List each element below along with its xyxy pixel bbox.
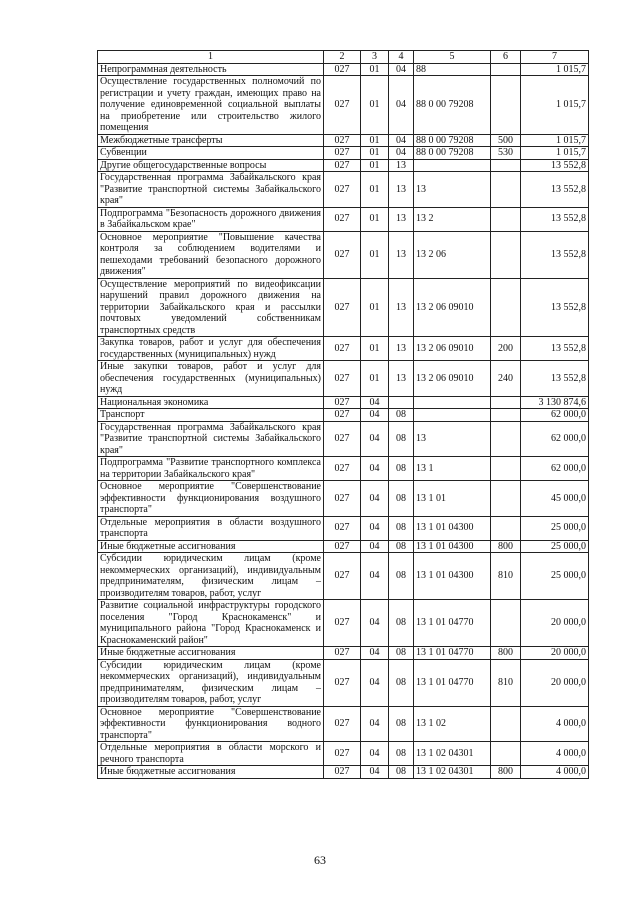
ministry-code-cell: 027 <box>324 63 361 76</box>
expense-type-cell <box>491 516 521 540</box>
expense-type-cell <box>491 600 521 647</box>
row-name-cell: Иные бюджетные ассигнования <box>98 540 324 553</box>
amount-cell: 13 552,8 <box>521 172 589 208</box>
expense-type-cell: 810 <box>491 553 521 600</box>
ministry-code-cell: 027 <box>324 134 361 147</box>
subsection-code-cell: 08 <box>389 647 414 660</box>
table-row <box>98 647 589 660</box>
row-name-cell: Основное мероприятие "Повышение качества контроля за соблюдением водителями и пешеходами требований безопасного дорожного движения" <box>98 231 324 278</box>
table-row <box>98 659 589 706</box>
row-name-cell: Отдельные мероприятия в области воздушного транспорта <box>98 516 324 540</box>
column-header: 6 <box>491 51 521 64</box>
table-row <box>98 706 589 742</box>
table-row <box>98 516 589 540</box>
target-article-cell: 13 1 <box>414 457 491 481</box>
expense-type-cell: 530 <box>491 147 521 160</box>
ministry-code-cell: 027 <box>324 409 361 422</box>
ministry-code-cell: 027 <box>324 147 361 160</box>
expense-type-cell <box>491 409 521 422</box>
subsection-code-cell: 08 <box>389 421 414 457</box>
row-name-cell: Основное мероприятие "Совершенствование эффективности функционирования водного транспорта" <box>98 706 324 742</box>
table-row <box>98 172 589 208</box>
row-name-cell: Иные бюджетные ассигнования <box>98 766 324 779</box>
amount-cell: 13 552,8 <box>521 207 589 231</box>
amount-cell: 3 130 874,6 <box>521 396 589 409</box>
expense-type-cell <box>491 457 521 481</box>
table-row <box>98 63 589 76</box>
amount-cell: 4 000,0 <box>521 706 589 742</box>
expense-type-cell: 240 <box>491 361 521 397</box>
target-article-cell: 13 <box>414 172 491 208</box>
subsection-code-cell: 08 <box>389 706 414 742</box>
row-name-cell: Осуществление государственных полномочий по регистрации и учету граждан, имеющих право на получение единовременной социальной выплаты на приобретение или строительство жилого помещения <box>98 76 324 135</box>
expense-type-cell <box>491 63 521 76</box>
column-header: 1 <box>98 51 324 64</box>
row-name-cell: Иные бюджетные ассигнования <box>98 647 324 660</box>
amount-cell: 62 000,0 <box>521 409 589 422</box>
ministry-code-cell: 027 <box>324 361 361 397</box>
table-row <box>98 481 589 517</box>
subsection-code-cell: 08 <box>389 409 414 422</box>
amount-cell: 4 000,0 <box>521 742 589 766</box>
page-number: 63 <box>314 853 326 867</box>
expense-type-cell <box>491 172 521 208</box>
section-code-cell: 01 <box>361 63 389 76</box>
section-code-cell: 01 <box>361 337 389 361</box>
expense-type-cell <box>491 278 521 337</box>
section-code-cell: 04 <box>361 706 389 742</box>
section-code-cell: 01 <box>361 361 389 397</box>
table-header-row <box>98 51 589 64</box>
subsection-code-cell: 13 <box>389 231 414 278</box>
section-code-cell: 04 <box>361 481 389 517</box>
amount-cell: 20 000,0 <box>521 600 589 647</box>
subsection-code-cell <box>389 396 414 409</box>
row-name-cell: Субсидии юридическим лицам (кроме некоммерческих организаций), индивидуальным предпринимателям, физическим лицам – производителям товаров, работ, услуг <box>98 553 324 600</box>
expense-type-cell: 200 <box>491 337 521 361</box>
ministry-code-cell: 027 <box>324 278 361 337</box>
amount-cell: 1 015,7 <box>521 134 589 147</box>
column-header: 7 <box>521 51 589 64</box>
ministry-code-cell: 027 <box>324 207 361 231</box>
table-row <box>98 600 589 647</box>
row-name-cell: Государственная программа Забайкальского края "Развитие транспортной системы Забайкальского края" <box>98 172 324 208</box>
target-article-cell: 88 0 00 79208 <box>414 147 491 160</box>
section-code-cell: 04 <box>361 409 389 422</box>
expense-type-cell: 800 <box>491 766 521 779</box>
subsection-code-cell: 08 <box>389 742 414 766</box>
ministry-code-cell: 027 <box>324 516 361 540</box>
section-code-cell: 01 <box>361 207 389 231</box>
expense-type-cell: 500 <box>491 134 521 147</box>
ministry-code-cell: 027 <box>324 457 361 481</box>
ministry-code-cell: 027 <box>324 172 361 208</box>
subsection-code-cell: 08 <box>389 766 414 779</box>
subsection-code-cell: 08 <box>389 659 414 706</box>
subsection-code-cell: 13 <box>389 361 414 397</box>
table-row <box>98 742 589 766</box>
table-row <box>98 553 589 600</box>
target-article-cell: 13 1 01 04770 <box>414 659 491 706</box>
amount-cell: 13 552,8 <box>521 337 589 361</box>
ministry-code-cell: 027 <box>324 76 361 135</box>
ministry-code-cell: 027 <box>324 337 361 361</box>
table-row <box>98 278 589 337</box>
section-code-cell: 04 <box>361 742 389 766</box>
section-code-cell: 01 <box>361 172 389 208</box>
subsection-code-cell: 08 <box>389 481 414 517</box>
column-header: 2 <box>324 51 361 64</box>
target-article-cell: 13 1 01 <box>414 481 491 517</box>
target-article-cell: 88 <box>414 63 491 76</box>
ministry-code-cell: 027 <box>324 742 361 766</box>
budget-table <box>97 50 589 779</box>
expense-type-cell <box>491 76 521 135</box>
row-name-cell: Субсидии юридическим лицам (кроме некоммерческих организаций), индивидуальным предпринимателям, физическим лицам – производителям товаров, работ, услуг <box>98 659 324 706</box>
section-code-cell: 01 <box>361 76 389 135</box>
section-code-cell: 04 <box>361 600 389 647</box>
amount-cell: 62 000,0 <box>521 421 589 457</box>
target-article-cell <box>414 159 491 172</box>
row-name-cell: Подпрограмма "Безопасность дорожного движения в Забайкальском крае" <box>98 207 324 231</box>
target-article-cell: 13 2 06 <box>414 231 491 278</box>
ministry-code-cell: 027 <box>324 553 361 600</box>
row-name-cell: Другие общегосударственные вопросы <box>98 159 324 172</box>
section-code-cell: 01 <box>361 134 389 147</box>
section-code-cell: 04 <box>361 516 389 540</box>
section-code-cell: 04 <box>361 540 389 553</box>
amount-cell: 20 000,0 <box>521 659 589 706</box>
subsection-code-cell: 08 <box>389 457 414 481</box>
ministry-code-cell: 027 <box>324 159 361 172</box>
target-article-cell <box>414 396 491 409</box>
target-article-cell: 13 2 06 09010 <box>414 337 491 361</box>
table-body <box>98 63 589 778</box>
subsection-code-cell: 08 <box>389 540 414 553</box>
ministry-code-cell: 027 <box>324 647 361 660</box>
target-article-cell <box>414 409 491 422</box>
row-name-cell: Основное мероприятие "Совершенствование эффективности функционирования воздушного транспорта" <box>98 481 324 517</box>
section-code-cell: 04 <box>361 396 389 409</box>
target-article-cell: 13 2 06 09010 <box>414 361 491 397</box>
ministry-code-cell: 027 <box>324 396 361 409</box>
table-row <box>98 421 589 457</box>
table-row <box>98 409 589 422</box>
expense-type-cell <box>491 207 521 231</box>
subsection-code-cell: 08 <box>389 516 414 540</box>
amount-cell: 62 000,0 <box>521 457 589 481</box>
subsection-code-cell: 08 <box>389 600 414 647</box>
row-name-cell: Национальная экономика <box>98 396 324 409</box>
expense-type-cell <box>491 706 521 742</box>
amount-cell: 20 000,0 <box>521 647 589 660</box>
subsection-code-cell: 13 <box>389 159 414 172</box>
ministry-code-cell: 027 <box>324 481 361 517</box>
expense-type-cell: 800 <box>491 540 521 553</box>
subsection-code-cell: 04 <box>389 147 414 160</box>
section-code-cell: 01 <box>361 231 389 278</box>
target-article-cell: 13 1 02 04301 <box>414 742 491 766</box>
column-header: 3 <box>361 51 389 64</box>
amount-cell: 25 000,0 <box>521 516 589 540</box>
amount-cell: 25 000,0 <box>521 540 589 553</box>
expense-type-cell: 810 <box>491 659 521 706</box>
target-article-cell: 13 <box>414 421 491 457</box>
amount-cell: 4 000,0 <box>521 766 589 779</box>
table-row <box>98 396 589 409</box>
ministry-code-cell: 027 <box>324 540 361 553</box>
expense-type-cell <box>491 159 521 172</box>
table-row <box>98 231 589 278</box>
ministry-code-cell: 027 <box>324 706 361 742</box>
table-row <box>98 159 589 172</box>
expense-type-cell <box>491 231 521 278</box>
table-row <box>98 337 589 361</box>
row-name-cell: Иные закупки товаров, работ и услуг для обеспечения государственных (муниципальных) нужд <box>98 361 324 397</box>
table-row <box>98 540 589 553</box>
table-row <box>98 76 589 135</box>
subsection-code-cell: 13 <box>389 207 414 231</box>
target-article-cell: 13 1 01 04770 <box>414 647 491 660</box>
ministry-code-cell: 027 <box>324 766 361 779</box>
target-article-cell: 13 1 01 04770 <box>414 600 491 647</box>
expense-type-cell <box>491 481 521 517</box>
table-row <box>98 457 589 481</box>
amount-cell: 13 552,8 <box>521 159 589 172</box>
target-article-cell: 13 1 01 04300 <box>414 553 491 600</box>
amount-cell: 13 552,8 <box>521 361 589 397</box>
subsection-code-cell: 13 <box>389 278 414 337</box>
table-row <box>98 361 589 397</box>
expense-type-cell <box>491 742 521 766</box>
amount-cell: 45 000,0 <box>521 481 589 517</box>
target-article-cell: 13 1 01 04300 <box>414 540 491 553</box>
section-code-cell: 01 <box>361 159 389 172</box>
ministry-code-cell: 027 <box>324 231 361 278</box>
row-name-cell: Подпрограмма "Развитие транспортного комплекса на территории Забайкальского края" <box>98 457 324 481</box>
table-row <box>98 147 589 160</box>
ministry-code-cell: 027 <box>324 421 361 457</box>
section-code-cell: 01 <box>361 278 389 337</box>
target-article-cell: 13 1 01 04300 <box>414 516 491 540</box>
amount-cell: 13 552,8 <box>521 278 589 337</box>
row-name-cell: Субвенции <box>98 147 324 160</box>
row-name-cell: Межбюджетные трансферты <box>98 134 324 147</box>
row-name-cell: Государственная программа Забайкальского края "Развитие транспортной системы Забайкальского края" <box>98 421 324 457</box>
table-row <box>98 134 589 147</box>
target-article-cell: 13 1 02 04301 <box>414 766 491 779</box>
section-code-cell: 04 <box>361 766 389 779</box>
amount-cell: 1 015,7 <box>521 147 589 160</box>
section-code-cell: 04 <box>361 647 389 660</box>
subsection-code-cell: 04 <box>389 76 414 135</box>
amount-cell: 13 552,8 <box>521 231 589 278</box>
subsection-code-cell: 04 <box>389 63 414 76</box>
row-name-cell: Закупка товаров, работ и услуг для обеспечения государственных (муниципальных) нужд <box>98 337 324 361</box>
expense-type-cell <box>491 421 521 457</box>
ministry-code-cell: 027 <box>324 600 361 647</box>
amount-cell: 1 015,7 <box>521 63 589 76</box>
amount-cell: 1 015,7 <box>521 76 589 135</box>
section-code-cell: 04 <box>361 421 389 457</box>
row-name-cell: Отдельные мероприятия в области морского и речного транспорта <box>98 742 324 766</box>
section-code-cell: 04 <box>361 457 389 481</box>
row-name-cell: Транспорт <box>98 409 324 422</box>
target-article-cell: 88 0 00 79208 <box>414 76 491 135</box>
section-code-cell: 01 <box>361 147 389 160</box>
subsection-code-cell: 08 <box>389 553 414 600</box>
table-row <box>98 766 589 779</box>
expense-type-cell: 800 <box>491 647 521 660</box>
ministry-code-cell: 027 <box>324 659 361 706</box>
subsection-code-cell: 13 <box>389 337 414 361</box>
expense-type-cell <box>491 396 521 409</box>
target-article-cell: 13 2 06 09010 <box>414 278 491 337</box>
row-name-cell: Развитие социальной инфраструктуры городского поселения "Город Краснокаменск" и муниципального района "Город Краснокаменск и Краснокаменский район" <box>98 600 324 647</box>
row-name-cell: Непрограммная деятельность <box>98 63 324 76</box>
section-code-cell: 04 <box>361 553 389 600</box>
table-row <box>98 207 589 231</box>
subsection-code-cell: 13 <box>389 172 414 208</box>
column-header: 4 <box>389 51 414 64</box>
column-header: 5 <box>414 51 491 64</box>
target-article-cell: 13 2 <box>414 207 491 231</box>
amount-cell: 25 000,0 <box>521 553 589 600</box>
target-article-cell: 13 1 02 <box>414 706 491 742</box>
target-article-cell: 88 0 00 79208 <box>414 134 491 147</box>
subsection-code-cell: 04 <box>389 134 414 147</box>
section-code-cell: 04 <box>361 659 389 706</box>
row-name-cell: Осуществление мероприятий по видеофиксации нарушений правил дорожного движения на территории Забайкальского края и рассылки почтовых уведомлений собственникам транспортных средств <box>98 278 324 337</box>
